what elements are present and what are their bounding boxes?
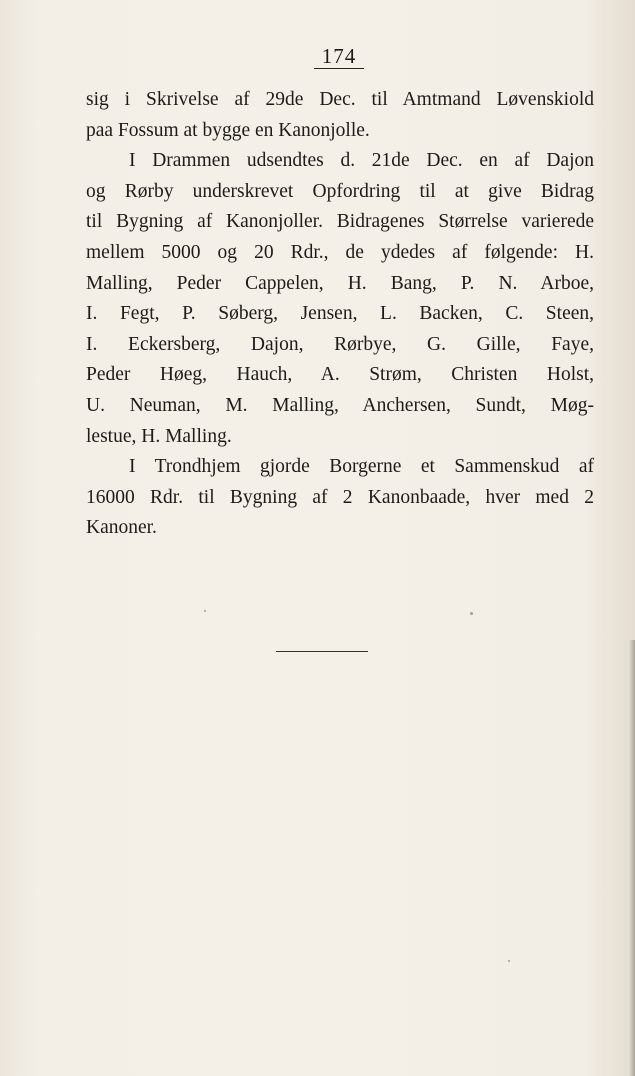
text-line: til Bygning af Kanonjoller. Bidragenes Størrelse varierede [86,211,594,233]
page-edge-shadow [629,640,635,1076]
body-text [86,85,594,544]
page-number: 174 [321,44,357,68]
text-line: I Drammen udsendtes d. 21de Dec. en af Dajon [129,150,594,172]
paper-speck [508,960,510,962]
text-line: I. Eckersberg, Dajon, Rørbye, G. Gille, Faye, [86,333,594,355]
text-line: 16000 Rdr. til Bygning af 2 Kanonbaade, hver med 2 [86,486,594,508]
text-line: I Trondhjem gjorde Borgerne et Sammenskud af [129,456,594,478]
page-number-underline [314,68,364,69]
text-line: og Rørby underskrevet Opfordring til at give Bidrag [86,180,594,202]
section-divider [276,651,368,652]
text-line: I. Fegt, P. Søberg, Jensen, L. Backen, C. Steen, [86,303,594,325]
paper-speck [470,612,473,615]
text-line: sig i Skrivelse af 29de Dec. til Amtmand Løvenskiold [86,89,594,110]
text-line: U. Neuman, M. Malling, Anchersen, Sundt, Møg- [86,394,594,416]
text-line: Malling, Peder Cappelen, H. Bang, P. N. Arboe, [86,272,594,294]
text-line: mellem 5000 og 20 Rdr., de ydedes af følgende: H. [86,241,594,263]
paper-speck [204,610,206,612]
text-line: paa Fossum at bygge en Kanonjolle. [86,119,370,141]
text-line: Kanoner. [86,517,157,539]
text-line: lestue, H. Malling. [86,425,232,447]
text-line: Peder Høeg, Hauch, A. Strøm, Christen Holst, [86,364,594,386]
